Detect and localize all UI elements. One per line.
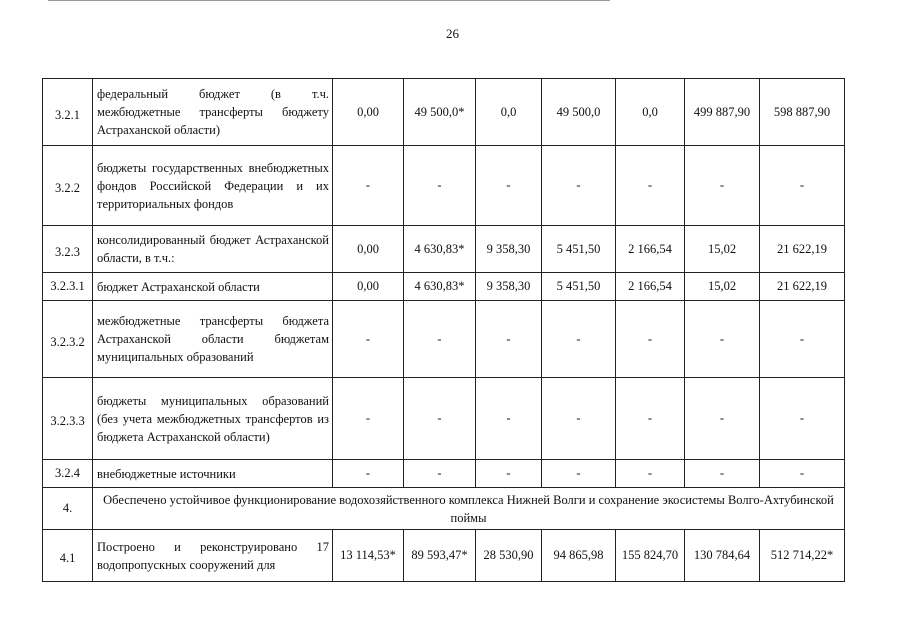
value-cell: - xyxy=(333,146,404,226)
row-number: 3.2.3 xyxy=(43,226,93,273)
row-description: внебюджетные источники xyxy=(93,460,333,488)
table-row xyxy=(43,79,845,146)
row-number: 3.2.2 xyxy=(43,146,93,226)
value-cell: - xyxy=(542,378,616,460)
value-cell: - xyxy=(333,460,404,488)
value-cell: - xyxy=(404,460,476,488)
value-cell: 9 358,30 xyxy=(476,226,542,273)
value-cell: - xyxy=(616,301,685,378)
value-cell: - xyxy=(404,378,476,460)
value-cell: - xyxy=(760,460,845,488)
value-cell: 21 622,19 xyxy=(760,273,845,301)
value-cell: - xyxy=(685,378,760,460)
value-cell: - xyxy=(404,146,476,226)
value-cell: 5 451,50 xyxy=(542,273,616,301)
value-cell: 499 887,90 xyxy=(685,79,760,146)
table-row xyxy=(43,226,845,273)
table-row xyxy=(43,301,845,378)
value-cell: - xyxy=(404,301,476,378)
value-cell: - xyxy=(476,146,542,226)
value-cell: - xyxy=(476,460,542,488)
value-cell: 4 630,83* xyxy=(404,226,476,273)
value-cell: 0,00 xyxy=(333,79,404,146)
section-number: 4. xyxy=(43,488,93,530)
value-cell: 15,02 xyxy=(685,226,760,273)
budget-table xyxy=(42,78,845,582)
value-cell: - xyxy=(685,301,760,378)
table-row xyxy=(43,146,845,226)
row-description: бюджеты муниципальных образований (без учета межбюджетных трансфертов из бюджета Астраханской области) xyxy=(93,378,333,460)
row-description: консолидированный бюджет Астраханской области, в т.ч.: xyxy=(93,226,333,273)
row-number: 4.1 xyxy=(43,530,93,582)
value-cell: 2 166,54 xyxy=(616,226,685,273)
top-rule-short xyxy=(596,0,610,1)
value-cell: 598 887,90 xyxy=(760,79,845,146)
value-cell: 130 784,64 xyxy=(685,530,760,582)
value-cell: - xyxy=(616,460,685,488)
table-row xyxy=(43,530,845,582)
value-cell: 49 500,0* xyxy=(404,79,476,146)
row-description: Построено и реконструировано 17 водопропускных сооружений для xyxy=(93,530,333,582)
row-number: 3.2.4 xyxy=(43,460,93,488)
value-cell: 512 714,22* xyxy=(760,530,845,582)
value-cell: - xyxy=(760,301,845,378)
value-cell: 0,00 xyxy=(333,273,404,301)
value-cell: 21 622,19 xyxy=(760,226,845,273)
value-cell: 9 358,30 xyxy=(476,273,542,301)
value-cell: - xyxy=(333,378,404,460)
page-number: 26 xyxy=(446,26,459,41)
value-cell: - xyxy=(616,146,685,226)
value-cell: 15,02 xyxy=(685,273,760,301)
value-cell: 94 865,98 xyxy=(542,530,616,582)
value-cell: - xyxy=(476,301,542,378)
value-cell: 5 451,50 xyxy=(542,226,616,273)
value-cell: - xyxy=(760,146,845,226)
row-description: федеральный бюджет (в т.ч. межбюджетные трансферты бюджету Астраханской области) xyxy=(93,79,333,146)
value-cell: - xyxy=(476,378,542,460)
value-cell: 28 530,90 xyxy=(476,530,542,582)
value-cell: - xyxy=(542,146,616,226)
value-cell: 0,00 xyxy=(333,226,404,273)
table-row xyxy=(43,460,845,488)
row-number: 3.2.3.1 xyxy=(43,273,93,301)
value-cell: - xyxy=(685,460,760,488)
value-cell: 2 166,54 xyxy=(616,273,685,301)
top-rule xyxy=(48,0,608,1)
table-row xyxy=(43,378,845,460)
value-cell: 89 593,47* xyxy=(404,530,476,582)
value-cell: 49 500,0 xyxy=(542,79,616,146)
section-row xyxy=(43,488,845,530)
value-cell: 155 824,70 xyxy=(616,530,685,582)
value-cell: 13 114,53* xyxy=(333,530,404,582)
section-title: Обеспечено устойчивое функционирование водохозяйственного комплекса Нижней Волги и сохранение экосистемы Волго-Ахтубинской поймы xyxy=(93,488,845,530)
value-cell: - xyxy=(616,378,685,460)
value-cell: - xyxy=(542,460,616,488)
value-cell: - xyxy=(333,301,404,378)
row-description: межбюджетные трансферты бюджета Астраханской области бюджетам муниципальных образований xyxy=(93,301,333,378)
row-number: 3.2.3.3 xyxy=(43,378,93,460)
table-row xyxy=(43,273,845,301)
value-cell: - xyxy=(760,378,845,460)
row-description: бюджеты государственных внебюджетных фондов Российской Федерации и их территориальных фондов xyxy=(93,146,333,226)
value-cell: 0,0 xyxy=(616,79,685,146)
value-cell: - xyxy=(542,301,616,378)
row-description: бюджет Астраханской области xyxy=(93,273,333,301)
value-cell: - xyxy=(685,146,760,226)
row-number: 3.2.1 xyxy=(43,79,93,146)
value-cell: 4 630,83* xyxy=(404,273,476,301)
row-number: 3.2.3.2 xyxy=(43,301,93,378)
value-cell: 0,0 xyxy=(476,79,542,146)
